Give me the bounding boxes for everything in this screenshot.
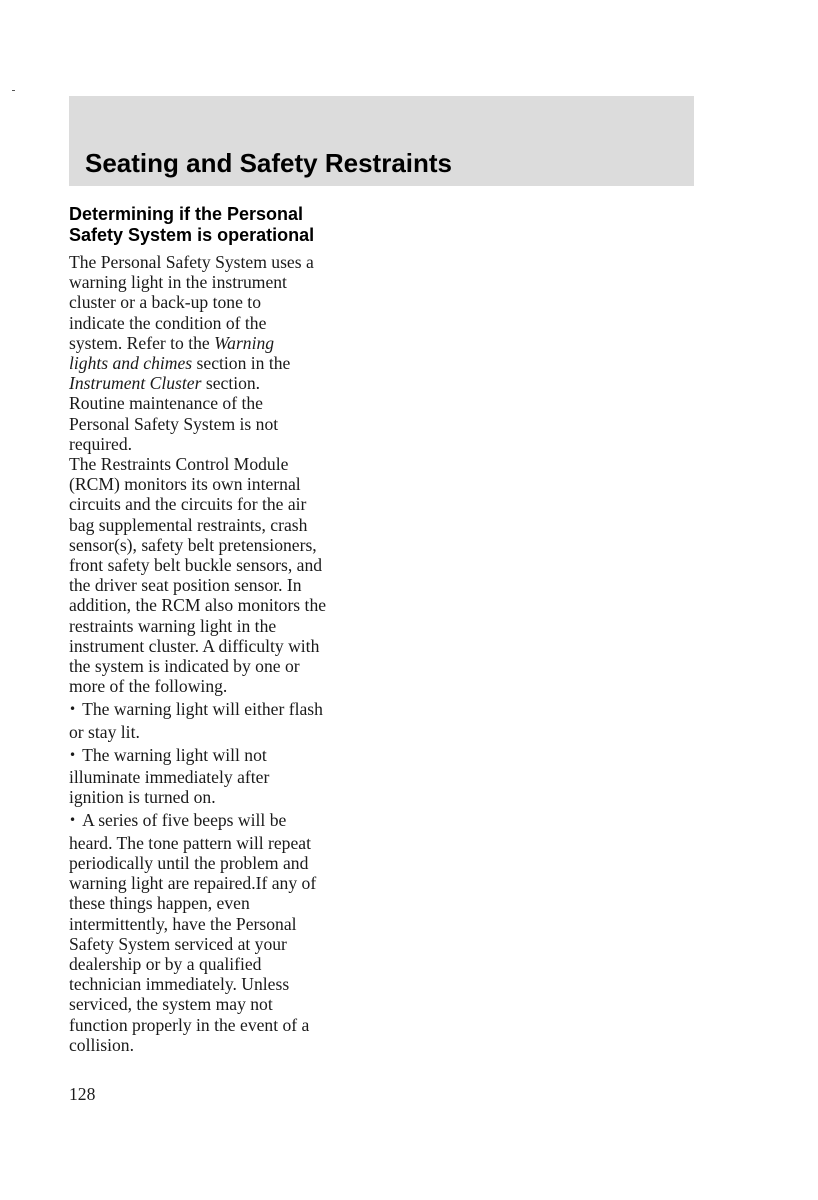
section-heading <box>69 204 379 246</box>
text-line <box>69 954 379 974</box>
text-line: front safety belt buckle sensors, and <box>69 555 323 576</box>
text-segment: warning light are repaired.If any of <box>69 873 317 894</box>
bullet-icon: • <box>69 702 77 717</box>
text-line <box>69 767 379 787</box>
text-line <box>69 914 379 934</box>
text-line: more of the following. <box>69 676 228 697</box>
text-segment: ignition is turned on. <box>69 787 216 808</box>
bullet-list <box>69 699 379 1054</box>
bullet-icon: • <box>69 813 77 828</box>
text-segment: collision. <box>69 1034 134 1055</box>
text-segment: illuminate immediately after <box>69 767 270 788</box>
text-line <box>69 994 379 1014</box>
paragraph-rcm <box>69 454 379 696</box>
bullet-item <box>69 745 379 808</box>
main-content <box>69 204 379 1055</box>
corner-mark <box>12 90 15 91</box>
text-line: cluster or a back-up tone to <box>69 292 261 313</box>
text-line <box>69 1035 379 1055</box>
text-line <box>69 810 379 832</box>
bullet-item <box>69 699 379 741</box>
reference-italic: Instrument Cluster <box>69 373 202 394</box>
text-segment: serviced, the system may not <box>69 994 273 1015</box>
text-line <box>69 974 379 994</box>
text-line <box>69 934 379 954</box>
text-line: Routine maintenance of the <box>69 393 263 414</box>
chapter-title: Seating and Safety Restraints <box>85 148 452 178</box>
text-line: the driver seat position sensor. In <box>69 575 302 596</box>
text-line <box>69 699 379 721</box>
text-segment: these things happen, even <box>69 893 250 914</box>
text-segment: Safety System serviced at your <box>69 933 287 954</box>
reference-italic: Warning <box>214 332 275 353</box>
bullet-item <box>69 810 379 1054</box>
text-segment: or stay lit. <box>69 721 140 742</box>
text-line: addition, the RCM also monitors the <box>69 595 327 616</box>
chapter-header <box>69 96 694 186</box>
text-line: restraints warning light in the <box>69 615 277 636</box>
text-line <box>69 853 379 873</box>
text-line <box>69 833 379 853</box>
text-segment: function properly in the event of a <box>69 1014 310 1035</box>
text-line: indicate the condition of the <box>69 312 267 333</box>
text-segment: intermittently, have the Personal <box>69 913 297 934</box>
text-segment: The warning light will either flash <box>82 699 323 720</box>
text-line: The Restraints Control Module <box>69 454 289 475</box>
text-line: the system is indicated by one or <box>69 656 300 677</box>
section-heading-line: Safety System is operational <box>69 225 315 245</box>
paragraph-intro <box>69 252 379 454</box>
text-line: warning light in the instrument <box>69 272 287 293</box>
bullet-icon: • <box>69 747 77 762</box>
text-line <box>69 873 379 893</box>
text-line <box>69 722 379 742</box>
text-segment: A series of five beeps will be <box>82 810 287 831</box>
text-line: The Personal Safety System uses a <box>69 252 314 272</box>
text-segment: heard. The tone pattern will repeat <box>69 832 311 853</box>
text-line: required. <box>69 433 133 454</box>
text-line: (RCM) monitors its own internal <box>69 474 301 495</box>
text-segment: technician immediately. Unless <box>69 974 290 995</box>
text-line <box>69 333 379 353</box>
text-segment: The warning light will not <box>82 744 267 765</box>
section-heading-line: Determining if the Personal <box>69 204 304 224</box>
text-segment: periodically until the problem and <box>69 852 309 873</box>
text-line <box>69 893 379 913</box>
text-line: instrument cluster. A difficulty with <box>69 635 320 656</box>
page-number: 128 <box>69 1084 96 1104</box>
text-line: sensor(s), safety belt pretensioners, <box>69 534 317 555</box>
text-line <box>69 787 379 807</box>
text-segment: system. Refer to the <box>69 332 215 353</box>
text-segment: section. <box>201 373 261 394</box>
text-line <box>69 1015 379 1035</box>
text-segment: section in the <box>192 353 291 374</box>
text-line <box>69 373 379 393</box>
reference-italic: lights and chimes <box>69 353 193 374</box>
text-line <box>69 353 379 373</box>
text-line: Personal Safety System is not <box>69 413 279 434</box>
text-line: bag supplemental restraints, crash <box>69 514 308 535</box>
text-segment: dealership or by a qualified <box>69 953 262 974</box>
text-line: circuits and the circuits for the air <box>69 494 307 515</box>
text-line <box>69 745 379 767</box>
